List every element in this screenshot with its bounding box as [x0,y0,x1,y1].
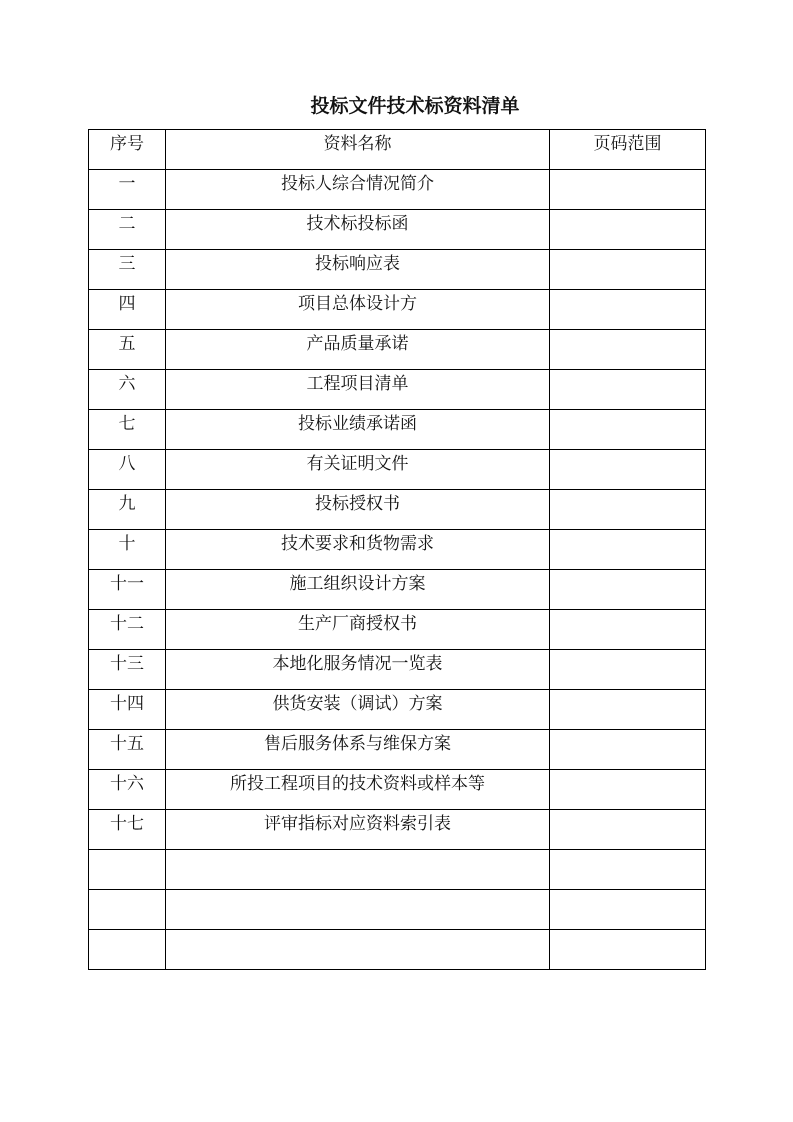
row-page-range [550,690,705,691]
row-page-range-cell [550,450,706,490]
row-page-range-cell [550,490,706,530]
row-document-name: 本地化服务情况一览表 [272,654,443,674]
row-page-range [550,650,705,651]
row-number: 十七 [110,814,144,834]
table-row [89,250,706,290]
row-page-range [550,450,705,451]
row-number-cell [89,810,166,850]
row-page-range [550,370,705,371]
row-number: 一 [118,174,136,194]
row-number: 九 [118,494,136,514]
row-page-range [550,850,705,851]
row-document-name: 有关证明文件 [306,454,409,474]
row-document-name-cell [166,610,550,650]
row-number [89,850,165,851]
row-number [89,930,165,931]
row-document-name-cell [166,690,550,730]
row-page-range-cell [550,610,706,650]
row-page-range [550,330,705,331]
row-number: 十一 [110,574,144,594]
row-number-cell [89,450,166,490]
row-number: 八 [118,454,136,474]
row-page-range-cell [550,170,706,210]
row-document-name-cell [166,650,550,690]
row-number-cell [89,490,166,530]
row-number-cell [89,610,166,650]
table-row [89,210,706,250]
row-document-name: 售后服务体系与维保方案 [264,734,451,754]
header-name-label: 资料名称 [323,134,392,154]
row-number: 三 [118,254,136,274]
row-number-cell [89,410,166,450]
row-page-range-cell [550,530,706,570]
row-document-name: 投标授权书 [315,494,400,514]
header-no-label: 序号 [110,134,144,154]
row-document-name-cell [166,490,550,530]
table-header-row [89,130,706,170]
row-number: 二 [118,214,136,234]
row-page-range-cell [550,890,706,930]
row-number: 四 [118,294,136,314]
row-page-range-cell [550,250,706,290]
table-row [89,410,706,450]
row-document-name: 生产厂商授权书 [298,614,417,634]
row-page-range [550,210,705,211]
row-number-cell [89,770,166,810]
row-document-name [166,890,549,891]
row-number-cell [89,250,166,290]
row-document-name [166,850,549,851]
row-document-name: 投标人综合情况简介 [281,174,434,194]
document-title: 投标文件技术标资料清单 [310,95,520,117]
row-document-name-cell [166,290,550,330]
row-number-cell [89,570,166,610]
row-document-name: 投标业绩承诺函 [298,414,417,434]
row-page-range-cell [550,770,706,810]
row-page-range [550,410,705,411]
row-document-name-cell [166,530,550,570]
row-number-cell [89,210,166,250]
table-row [89,370,706,410]
row-page-range-cell [550,730,706,770]
table-row [89,770,706,810]
row-document-name-cell [166,890,550,930]
row-page-range [550,290,705,291]
row-page-range [550,770,705,771]
row-number-cell [89,850,166,890]
row-document-name-cell [166,850,550,890]
row-document-name-cell [166,330,550,370]
table-row [89,450,706,490]
row-document-name: 评审指标对应资料索引表 [264,814,451,834]
row-document-name: 技术标投标函 [306,214,409,234]
row-number-cell [89,730,166,770]
row-page-range [550,250,705,251]
row-page-range [550,490,705,491]
row-document-name-cell [166,770,550,810]
row-number: 十六 [110,774,144,794]
row-page-range-cell [550,810,706,850]
row-document-name: 施工组织设计方案 [289,574,426,594]
row-number-cell [89,370,166,410]
row-number [89,890,165,891]
row-number: 十三 [110,654,144,674]
row-document-name-cell [166,730,550,770]
row-document-name-cell [166,170,550,210]
header-cell-no [89,130,166,170]
row-document-name-cell [166,930,550,970]
row-page-range-cell [550,930,706,970]
row-number: 十四 [110,694,144,714]
row-number: 七 [118,414,136,434]
row-document-name: 项目总体设计方 [298,294,417,314]
row-number-cell [89,530,166,570]
header-pages-label: 页码范围 [593,134,662,154]
table-row [89,810,706,850]
row-document-name-cell [166,450,550,490]
row-document-name-cell [166,210,550,250]
row-document-name-cell [166,410,550,450]
table-row [89,850,706,890]
row-page-range-cell [550,210,706,250]
row-page-range-cell [550,410,706,450]
table-row [89,690,706,730]
row-number-cell [89,290,166,330]
row-document-name: 投标响应表 [315,254,400,274]
table-row [89,490,706,530]
header-cell-pages [550,130,706,170]
row-number-cell [89,330,166,370]
row-page-range [550,530,705,531]
table-row [89,170,706,210]
row-number-cell [89,690,166,730]
row-number: 十 [118,534,136,554]
table-row [89,330,706,370]
row-number-cell [89,890,166,930]
row-number-cell [89,170,166,210]
row-page-range [550,730,705,731]
row-page-range [550,890,705,891]
row-document-name: 产品质量承诺 [306,334,409,354]
row-page-range [550,930,705,931]
row-page-range [550,570,705,571]
header-cell-name [166,130,550,170]
row-number-cell [89,930,166,970]
row-page-range-cell [550,850,706,890]
row-page-range-cell [550,290,706,330]
row-document-name [166,930,549,931]
row-document-name-cell [166,250,550,290]
table-row [89,610,706,650]
row-number: 十二 [110,614,144,634]
row-page-range-cell [550,330,706,370]
table-body [89,130,706,970]
row-page-range-cell [550,370,706,410]
row-number: 六 [118,374,136,394]
row-document-name: 供货安装（调试）方案 [272,694,443,714]
row-number: 五 [118,334,136,354]
row-page-range-cell [550,690,706,730]
row-document-name: 工程项目清单 [306,374,409,394]
row-number-cell [89,650,166,690]
table-row [89,650,706,690]
materials-table [88,129,706,970]
row-page-range [550,170,705,171]
table-row [89,570,706,610]
table-row [89,290,706,330]
row-page-range [550,610,705,611]
row-document-name: 所投工程项目的技术资料或样本等 [230,774,485,794]
row-document-name-cell [166,370,550,410]
row-document-name-cell [166,570,550,610]
table-row [89,730,706,770]
row-page-range-cell [550,650,706,690]
table-row [89,930,706,970]
row-document-name: 技术要求和货物需求 [281,534,434,554]
table-row [89,890,706,930]
row-page-range [550,810,705,811]
table-row [89,530,706,570]
row-page-range-cell [550,570,706,610]
row-document-name-cell [166,810,550,850]
row-number: 十五 [110,734,144,754]
